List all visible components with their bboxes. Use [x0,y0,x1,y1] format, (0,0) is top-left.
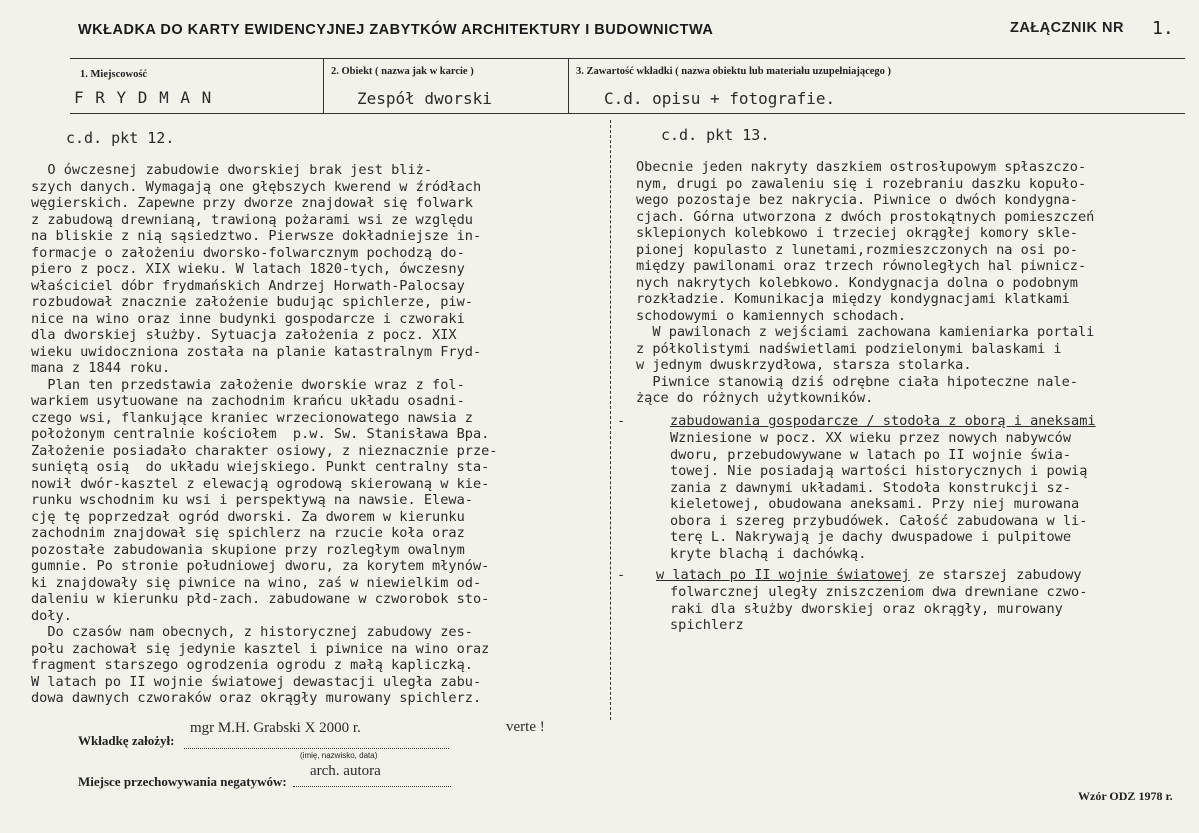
right-text-line: nym, drugi po zawaleniu się i rozebraniu daszku kopuło- [636,175,1087,192]
object-value: Zespół dworski [357,89,492,108]
left-text-line: czego wsi, flankujące kraniec wrzecionowatego nawsia z [31,409,473,426]
author-value: mgr M.H. Grabski X 2000 r. [190,720,361,736]
right-text-line: żące do różnych użytkowników. [636,390,874,406]
right-text-line: sklepionych kolebkowo i trzeciej okrągłej komory skle- [636,225,1078,241]
left-column-heading: c.d. pkt 12. [66,129,175,147]
annex-number: 1. [1152,18,1174,39]
left-text-line: na bliskie z nią sąsiedztwo. Pierwsze dokładniejsze in- [31,228,482,244]
item2-dash: - [617,567,626,583]
left-text-line: rozbudował znacznie założenie budując spichlerze, piw- [31,294,473,310]
left-text-line: położonym centralnie kościołem p.w. Sw. Stanisława Bpa. [31,426,490,442]
left-text-line: suniętą osią do układu wiejskiego. Punkt centralny sta- [31,459,490,475]
form-title: WKŁADKA DO KARTY EWIDENCYJNEJ ZABYTKÓW ARCHITEKTURY I BUDOWNICTWA [78,22,714,38]
left-text-line: Plan ten przedstawia założenie dworskie wraz z fol- [31,376,465,393]
item2-text-line: folwarcznej uległy zniszczeniom dwa drewniane czwo- [670,584,1088,600]
left-text-line: mana z 1844 roku. [31,360,171,376]
right-text-line: Obecnie jeden nakryty daszkiem ostrosłupowym spłaszczo- [636,159,1087,175]
left-text-line: ki znajdowały się piwnice na wino, zaś w niewielkim od- [31,574,482,591]
field-divider-1 [323,58,324,114]
left-text-line: Założenie posiadało charakter osiowy, z nieznacznie prze- [31,442,498,459]
left-text-line: zachodnim znajdował się spichlerz na rzucie koła oraz [31,525,465,541]
right-text-line: między pawilonami oraz trzech równoległych hal piwnicz- [636,258,1087,274]
negatives-dotline [293,786,451,787]
right-text-line: wego pozostaje bez nakrycia. Piwnice o dwóch kondygna- [636,192,1078,208]
form-code: Wzór ODZ 1978 r. [1078,789,1173,803]
right-text-line: schodowymi o kamiennych schodach. [636,307,907,324]
left-text-line: pozostałe zabudowania skupione przy rozległym owalnym [31,541,465,558]
field-box-bottom-line [70,113,1185,114]
left-text-line: formacje o założeniu dworsko-folwarcznym pochodzą do- [31,244,465,261]
left-text-line: O ówczesnej zabudowie dworskiej brak jest bliż- [31,162,433,178]
left-text-line: doły. [31,607,72,624]
item1-text-line: obora i szereg przybudówek. Całość zabudowana w li- [670,512,1088,529]
left-text-line: Do czasów nam obecnych, z historycznej zabudowy zes- [31,624,473,640]
left-text-line: właściciel dóbr frydmańskich Andrzej Horwath-Palocsay [31,277,465,294]
item2-rest: ze starszej zabudowy [909,567,1082,583]
contents-label: 3. Zawartość wkładki ( nazwa obiektu lub materiału uzupełniającego ) [576,66,892,77]
item1-text-line: kryte blachą i dachówką. [670,545,867,562]
left-text-line: nowił dwór-kasztel z elewacją ogrodową skierowaną w kie- [31,475,490,492]
verte-note: verte ! [506,719,545,735]
author-label: Wkładkę założył: [78,733,175,748]
negatives-label: Miejsce przechowywania negatywów: [78,774,287,789]
right-column-heading: c.d. pkt 13. [661,126,770,144]
item1-text-line: kieletowej, obudowana aneksami. Przy niej murowana [670,496,1080,512]
item1-text [670,430,1087,562]
left-text-line: fragment starszego ogrodzenia ogrodu z małą kapliczką. [31,657,473,673]
annex-label: ZAŁĄCZNIK NR [1010,20,1124,36]
right-text-line: rozkładzie. Komunikacja między kondygnacjami klatkami [636,291,1070,307]
item1-text-line: zania z dawnymi układami. Stodoła konstrukcji sz- [670,479,1072,496]
location-label: 1. Miejscowość [80,69,148,80]
left-text-line: połu zachował się jedynie kasztel i piwnice na wino oraz [31,640,490,657]
left-text-line: warkiem usytuowane na zachodnim krańcu układu osadni- [31,393,465,409]
left-text-line: dowa dawnych czworaków oraz okrągły murowany spichlerz. [31,690,482,706]
item1-text-line: dworu, przebudowywane w latach po II wojnie świa- [670,446,1072,463]
right-text-line: z półkolistymi nadświetlami podzielonymi balaskami i [636,340,1062,357]
item2-text-line: spichlerz [670,617,744,633]
item1-text-line: towej. Nie posiadają wartości historycznych i powią [670,463,1088,479]
item1-title: zabudowania gospodarcze / stodoła z oborą i aneksami [670,413,1096,429]
item2-title: w latach po II wojnie światowej [656,567,910,583]
right-text-line: W pawilonach z wejściami zachowana kamieniarka portali [636,324,1095,340]
item2-text [670,584,1087,634]
field-divider-2 [568,58,569,114]
right-text-line: nych nakrytych kolebkowo. Kondygnacja dolna o podobnym [636,274,1078,291]
right-text-line: Piwnice stanowią dziś odrębne ciała hipoteczne nale- [636,373,1078,390]
author-hint: (imię, nazwisko, data) [300,751,378,760]
author-dotline [184,748,449,749]
left-text-line: cję tę poprzedzał ogród dworski. Za dworem w kierunku [31,508,465,525]
item2-heading-line [656,567,1082,584]
left-text-line: dla dworskiej służby. Sytuacja założenia z pocz. XIX [31,327,457,343]
left-text-line: z zabudową drewnianą, trawioną pożarami wsi ze względu [31,211,473,228]
object-label: 2. Obiekt ( nazwa jak w karcie ) [331,66,474,77]
left-text-line: nice na wino oraz inne budynki gospodarcze i czworaki [31,310,465,327]
negatives-value: arch. autora [310,763,381,779]
left-text-line: W latach po II wojnie światowej dewastacji uległa zabu- [31,673,482,690]
left-text-line: wieku uwidoczniona została na planie katastralnym Fryd- [31,343,482,360]
contents-value: C.d. opisu + fotografie. [604,89,836,108]
item2-text-line: raki dla służby dworskiej oraz okrągły, murowany [670,600,1063,617]
item1-dash: - [617,413,626,429]
left-text-line: piero z pocz. XIX wieku. W latach 1820-tych, ówczesny [31,261,465,277]
right-text-line: w jednym dwuskrzydłowa, starsza stolarka. [636,357,972,373]
column-separator [610,120,611,720]
left-text-line: runku wschodnim ku wsi i perspektywą na nawsie. Elewa- [31,492,473,508]
left-column-text [31,162,498,707]
right-column-text [636,159,1094,407]
left-text-line: szych danych. Wymagają one głębszych kwerend w źródłach [31,178,482,195]
left-text-line: węgierskich. Zapewne przy dworze znajdował się folwark [31,195,473,211]
item1-text-line: terę L. Nakrywają je dachy dwuspadowe i pulpitowe [670,529,1072,545]
field-box-top-line [70,58,1185,59]
right-text-line: cjach. Górna utworzona z dwóch prostokątnych pomieszczeń [636,208,1095,225]
right-text-line: pionej kopulasto z lunetami,rozmieszczonych na osi po- [636,241,1078,258]
left-text-line: gumnie. Po stronie południowej dworu, za korytem młynów- [31,558,490,574]
item1-text-line: Wzniesione w pocz. XX wieku przez nowych nabywców [670,430,1072,446]
left-text-line: daleniu w kierunku płd-zach. zabudowane w czworobok sto- [31,591,490,607]
location-value: F R Y D M A N [74,88,213,107]
